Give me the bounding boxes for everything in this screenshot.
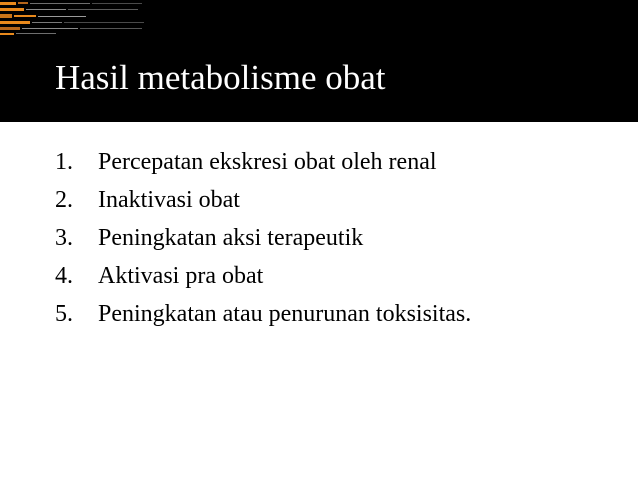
- title-banner: [0, 0, 638, 122]
- list-item-text: Peningkatan atau penurunan toksisitas.: [98, 301, 472, 327]
- list-item-text: Peningkatan aksi terapeutik: [98, 225, 364, 251]
- list-item-number: 2.: [55, 187, 73, 213]
- list-item-text: Percepatan ekskresi obat oleh renal: [98, 149, 437, 175]
- slide-title: Hasil metabolisme obat: [55, 58, 386, 97]
- list-item-number: 3.: [55, 225, 73, 251]
- list-item-number: 5.: [55, 301, 73, 327]
- list-item-text: Aktivasi pra obat: [98, 263, 264, 289]
- decorative-pattern-graphic: [0, 0, 160, 40]
- list-item-number: 4.: [55, 263, 73, 289]
- list-item-number: 1.: [55, 149, 73, 175]
- list-item-text: Inaktivasi obat: [98, 187, 240, 213]
